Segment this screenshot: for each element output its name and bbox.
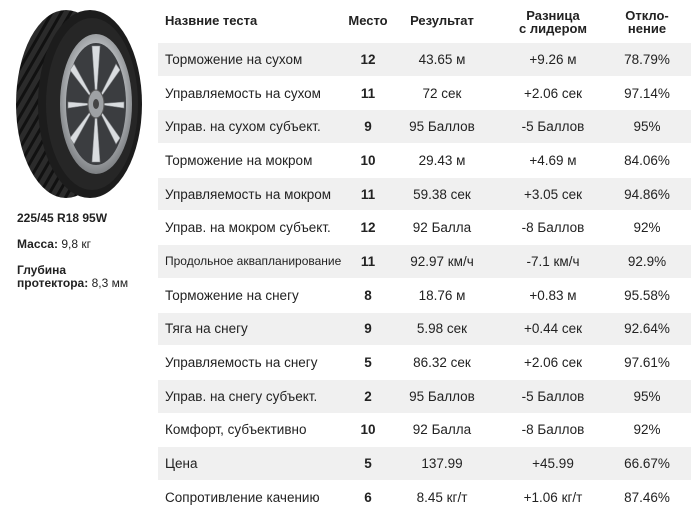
test-name-cell: Управляемость на снегу [165,355,318,371]
test-name-cell: Тяга на снегу [165,321,248,337]
table-row [158,244,691,278]
result-cell: 18.76 м [418,287,466,303]
place-cell: 5 [364,456,372,472]
diff-cell: -8 Баллов [521,220,585,236]
result-cell: 95 Баллов [409,119,475,135]
deviation-cell: 95.58% [624,287,670,303]
place-cell: 12 [360,220,376,236]
deviation-cell: 92.64% [624,321,670,337]
diff-cell: +3.05 сек [523,186,583,202]
place-cell: 5 [364,355,372,371]
diff-cell: +9.26 м [529,51,577,67]
depth-label-line2: протектора: [17,276,89,290]
test-results-table [158,0,691,514]
table-row [158,446,691,480]
diff-cell: +1.06 кг/т [523,489,583,505]
table-header [158,0,691,42]
result-cell: 137.99 [421,456,463,472]
test-name-cell: Цена [165,456,198,472]
result-cell: 95 Баллов [409,388,475,404]
tire-info-panel [0,0,158,520]
place-cell: 6 [364,489,372,505]
test-name-cell: Торможение на сухом [165,51,303,67]
test-name-cell: Управляемость на сухом [165,85,321,101]
diff-cell: +45.99 [532,456,574,472]
deviation-cell: 95% [633,388,661,404]
header-deviation [606,9,688,35]
header-test-name: Назвние теста [165,13,258,28]
place-cell: 11 [360,85,376,101]
test-name-cell: Сопротивление качению [165,489,320,505]
place-cell: 11 [360,186,376,202]
deviation-cell: 92% [633,220,661,236]
deviation-cell: 66.67% [624,456,670,472]
place-cell: 8 [364,287,372,303]
result-cell: 92 Балла [412,422,472,438]
diff-cell: -8 Баллов [521,422,585,438]
deviation-cell: 95% [633,119,661,135]
diff-cell: +4.69 м [529,152,577,168]
diff-cell: +0.83 м [529,287,577,303]
deviation-cell: 97.14% [624,85,670,101]
place-cell: 9 [364,119,372,135]
table-row [158,177,691,211]
depth-label-line1: Глубина [17,263,67,277]
result-cell: 8.45 кг/т [416,489,468,505]
mass-label: Масса: [17,237,58,251]
header-place: Место [348,13,388,28]
place-cell: 10 [360,422,376,438]
table-row [158,312,691,346]
result-cell: 59.38 сек [413,186,471,202]
header-result: Результат [410,13,474,28]
table-row [158,278,691,312]
deviation-cell: 94.86% [624,186,670,202]
test-name-cell: Торможение на мокром [165,152,313,168]
depth-value: 8,3 мм [91,276,129,290]
result-cell: 92 Балла [412,220,472,236]
result-cell: 43.65 м [418,51,466,67]
diff-cell: -5 Баллов [521,388,585,404]
tire-size: 225/45 R18 95W [17,211,108,225]
deviation-cell: 92.9% [627,253,667,269]
test-name-cell: Комфорт, субъективно [165,422,307,438]
tire-mass [17,237,91,251]
table-row [158,143,691,177]
table-body [158,42,691,514]
test-name-cell: Торможение на снегу [165,287,299,303]
deviation-cell: 84.06% [624,152,670,168]
diff-cell: +2.06 сек [523,355,583,371]
test-name-cell: Продольное аквапланирование [165,254,342,269]
deviation-cell: 92% [633,422,661,438]
table-row [158,480,691,514]
tire-image [8,6,148,202]
result-cell: 92.97 км/ч [410,253,474,269]
place-cell: 11 [360,253,376,269]
tread-depth [17,264,157,290]
diff-cell: -5 Баллов [521,119,585,135]
result-cell: 29.43 м [418,152,466,168]
table-row [158,345,691,379]
header-diff [498,9,608,35]
diff-cell: +0.44 сек [523,321,583,337]
place-cell: 10 [360,152,376,168]
place-cell: 9 [364,321,372,337]
mass-value: 9,8 кг [61,237,91,251]
deviation-cell: 97.61% [624,355,670,371]
diff-cell: +2.06 сек [523,85,583,101]
test-name-cell: Управляемость на мокром [165,186,332,202]
result-cell: 5.98 сек [416,321,468,337]
table-row [158,210,691,244]
result-cell: 72 сек [422,85,462,101]
deviation-cell: 87.46% [624,489,670,505]
table-row [158,109,691,143]
place-cell: 2 [364,388,372,404]
deviation-cell: 78.79% [624,51,670,67]
diff-cell: -7.1 км/ч [526,253,580,269]
header-diff-line2: с лидером [519,21,587,36]
header-diff-line1: Разница [526,8,580,23]
header-dev-line1: Откло- [625,8,669,23]
test-name-cell: Управ. на мокром субъект. [165,220,331,236]
table-row [158,379,691,413]
table-row [158,76,691,110]
test-name-cell: Управ. на снегу субъект. [165,388,318,404]
test-name-cell: Управ. на сухом субъект. [165,119,321,135]
table-row [158,413,691,447]
place-cell: 12 [360,51,376,67]
header-dev-line2: нение [627,21,667,36]
result-cell: 86.32 сек [413,355,471,371]
table-row [158,42,691,76]
